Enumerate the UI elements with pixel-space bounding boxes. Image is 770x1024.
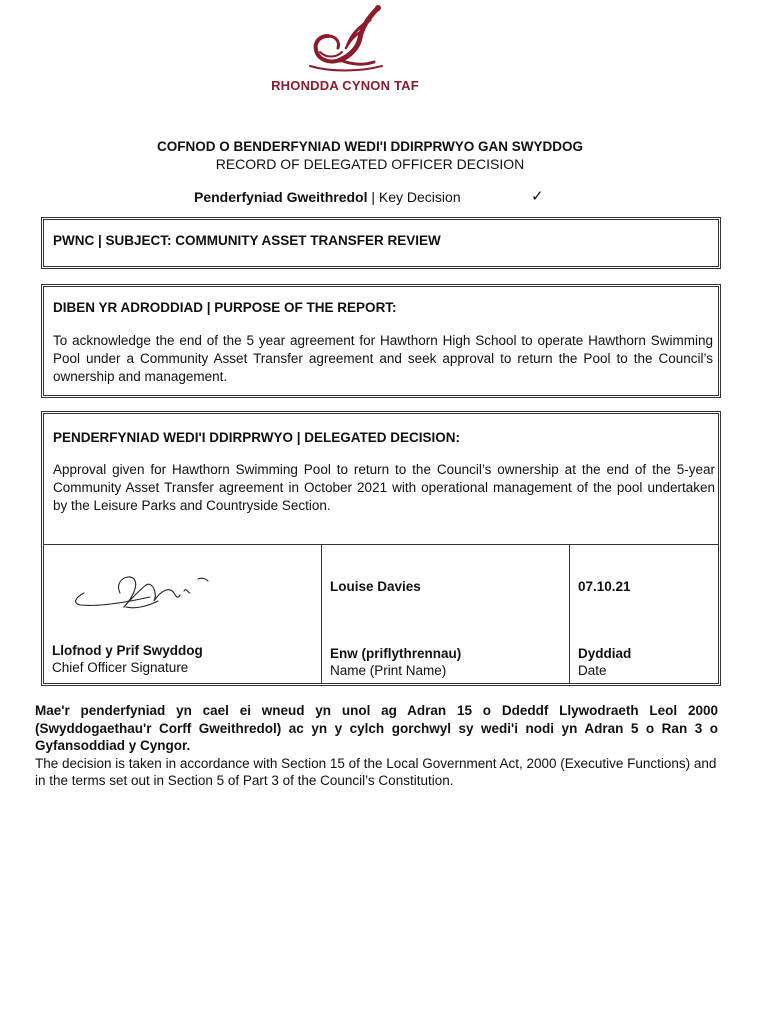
purpose-body: To acknowledge the end of the 5 year agreement for Hawthorn High School to operate Hawthorn Swimming Pool under a Community Asset Transfer agreement and seek approval to return the Pool to the Council’s ownership and management. <box>53 333 713 384</box>
subject-box <box>41 217 721 269</box>
signature-cell <box>44 545 321 683</box>
logo-org-name: RHONDDA CYNON TAF <box>271 78 419 93</box>
date-cell <box>569 545 718 683</box>
decision-date: 07.10.21 <box>578 579 631 594</box>
date-label-english: Date <box>578 663 607 678</box>
dragon-logo-icon <box>290 4 400 76</box>
handwritten-signature <box>62 563 232 613</box>
record-title-english: RECORD OF DELEGATED OFFICER DECISION <box>215 156 525 172</box>
subject-title: PWNC | SUBJECT: COMMUNITY ASSET TRANSFER REVIEW <box>53 233 441 248</box>
signature-label-english: Chief Officer Signature <box>52 660 189 675</box>
name-label-welsh: Enw (priflythrennau) <box>330 646 462 661</box>
officer-name: Louise Davies <box>330 579 421 594</box>
signature-label-welsh: Llofnod y Prif Swyddog <box>52 643 203 658</box>
name-cell <box>321 545 570 683</box>
key-decision-english: | Key Decision <box>367 189 461 205</box>
purpose-title: DIBEN YR ADRODDIAD | PURPOSE OF THE REPORT: <box>53 300 397 315</box>
key-decision-label <box>194 189 461 205</box>
legal-basis-welsh: Mae'r penderfyniad yn cael ei wneud yn unol ag Adran 15 o Ddeddf Llywodraeth Leol 2000 (Swyddogaethau'r Corff Gweithredol) ac yn y cylch gorchwyl sy wedi'i nodi yn Adran 5 o Ran 3 o Gyfansoddiad y Cyngor. <box>35 703 718 753</box>
legal-basis <box>35 702 718 790</box>
decision-box <box>41 411 721 686</box>
purpose-box <box>41 284 721 398</box>
key-decision-welsh: Penderfyniad Gweithredol <box>194 189 368 205</box>
name-label-english: Name (Print Name) <box>330 663 447 678</box>
record-title-welsh: COFNOD O BENDERFYNIAD WEDI'I DDIRPRWYO GAN SWYDDOG <box>157 139 583 154</box>
signoff-row <box>44 544 718 683</box>
date-label-welsh: Dyddiad <box>578 646 632 661</box>
legal-basis-english: The decision is taken in accordance with Section 15 of the Local Government Act, 2000 (Executive Functions) and in the terms set out in Section 5 of Part 3 of the Council’s Constitution. <box>35 755 717 788</box>
key-decision-check-icon: ✓ <box>531 187 544 205</box>
council-logo <box>260 4 430 98</box>
decision-title: PENDERFYNIAD WEDI'I DDIRPRWYO | DELEGATED DECISION: <box>53 430 461 445</box>
decision-body: Approval given for Hawthorn Swimming Pool to return to the Council’s ownership at the end of the 5-year Community Asset Transfer agreement in October 2021 with operational management of the pool undertaken by the Leisure Parks and Countryside Section. <box>53 462 715 513</box>
